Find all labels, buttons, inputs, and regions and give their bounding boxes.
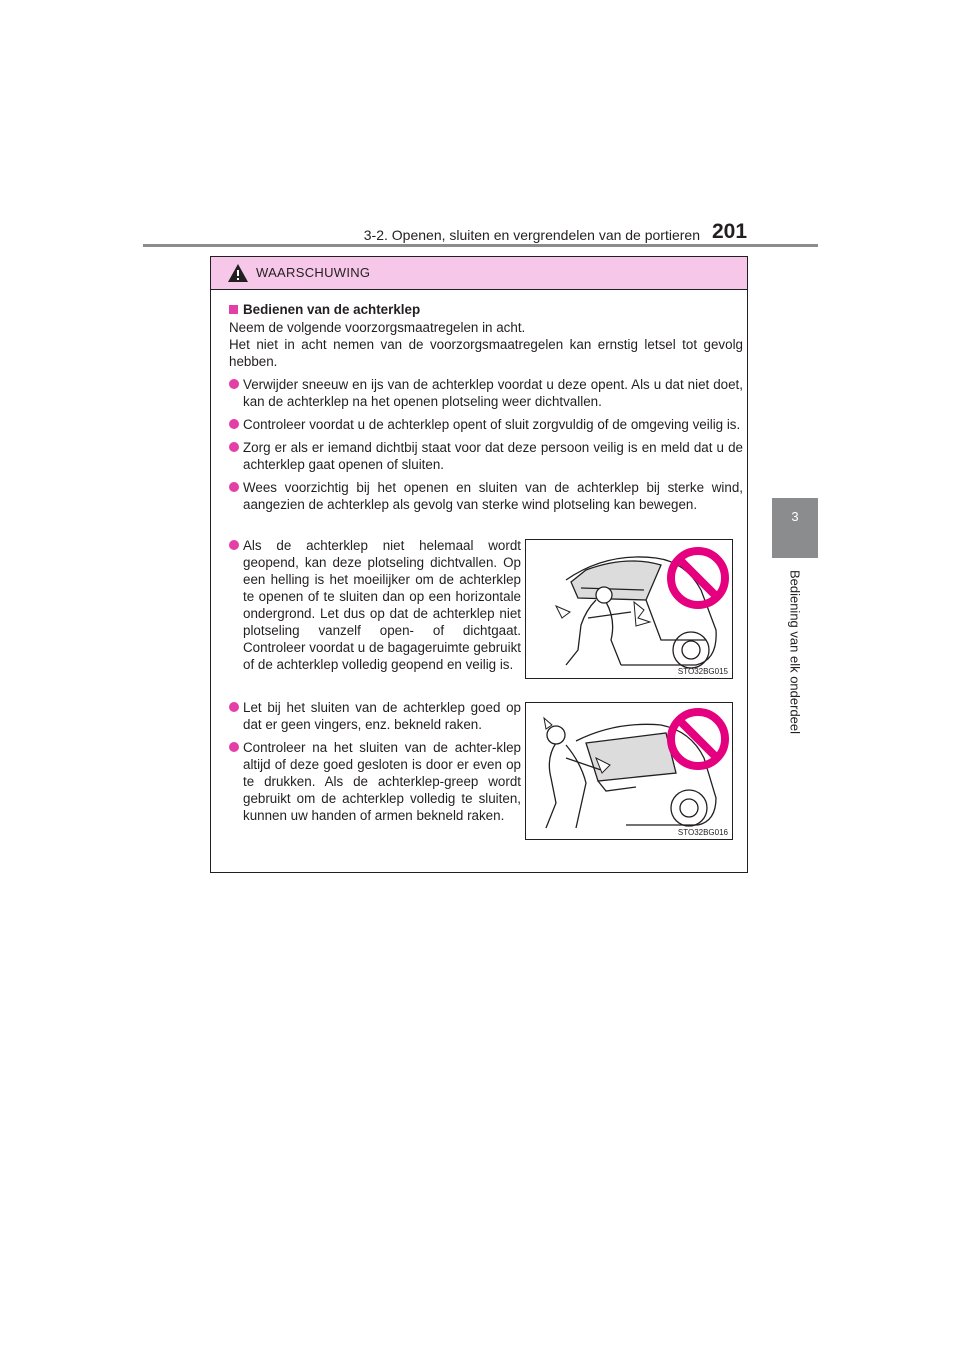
bullet-dot-icon [229,379,239,389]
chapter-label: Bediening van elk onderdeel [787,569,803,735]
chapter-tab: 3 [772,498,818,558]
illustration-fingers-pinched [525,702,733,840]
illustration-code: STO32BG016 [677,828,728,837]
intro-text: Neem de volgende voorzorgsmaatregelen in acht. Het niet in acht nemen van de voorzorgsmaatregelen kan ernstig letsel tot gevolg hebben. [229,320,743,369]
bullet-item: Controleer na het sluiten van de achter-klep altijd of deze goed gesloten is door er even op te drukken. Als de achterklep-greep wordt gebruikt om de achterklep volledig te sluiten, kunnen uw handen of armen bekneld raken. [229,739,521,824]
prohibition-icon [666,546,730,610]
bullet-with-illustration [229,537,521,673]
warning-triangle-icon [227,263,249,283]
bullet-item: Let bij het sluiten van de achterklep goed op dat er geen vingers, enz. bekneld raken. [229,699,521,733]
warning-title: WAARSCHUWING [256,265,371,280]
bullet-item: Verwijder sneeuw en ijs van de achterklep voordat u deze opent. Als u dat niet doet, kan de achterklep na het openen plotseling weer dichtvallen. [229,376,743,410]
page-number: 201 [712,220,748,243]
prohibition-icon [666,707,730,771]
warning-content [229,301,743,513]
bullet-item: Controleer voordat u de achterklep opent of sluit zorgvuldig of de omgeving veilig is. [229,416,743,433]
bullet-dot-icon [229,702,239,712]
warning-header [211,257,747,290]
bullet-item: Zorg er als er iemand dichtbij staat voor dat deze persoon veilig is en meld dat u de achterklep gaat openen of sluiten. [229,439,743,473]
bullet-dot-icon [229,742,239,752]
bullet-item: Wees voorzichtig bij het openen en sluiten van de achterklep bij sterke wind, aangezien de achterklep als gevolg van sterke wind plotseling kan bewegen. [229,479,743,513]
warning-box [210,256,748,873]
running-header: 3-2. Openen, sluiten en vergrendelen van de portieren [363,227,700,243]
bullet-with-illustration [229,699,521,824]
bullet-dot-icon [229,482,239,492]
bullet-dot-icon [229,442,239,452]
illustration-code: STO32BG015 [677,667,728,676]
bullet-dot-icon [229,419,239,429]
square-bullet-icon [229,305,238,314]
bullet-dot-icon [229,540,239,550]
header-rule [143,244,818,247]
illustration-tailgate-falling [525,539,733,679]
bullet-item: Als de achterklep niet helemaal wordt geopend, kan deze plotseling dichtvallen. Op een helling is het moeilijker om de achterklep te openen of te sluiten dan op een horizontale ondergrond. Let dus op dat de achterklep niet plotseling vanzelf open- of dichtgaat. Controleer voordat u de bagageruimte gebruikt of de achterklep volledig geopend en veilig is. [229,537,521,673]
section-title: Bedienen van de achterklep [229,301,743,318]
